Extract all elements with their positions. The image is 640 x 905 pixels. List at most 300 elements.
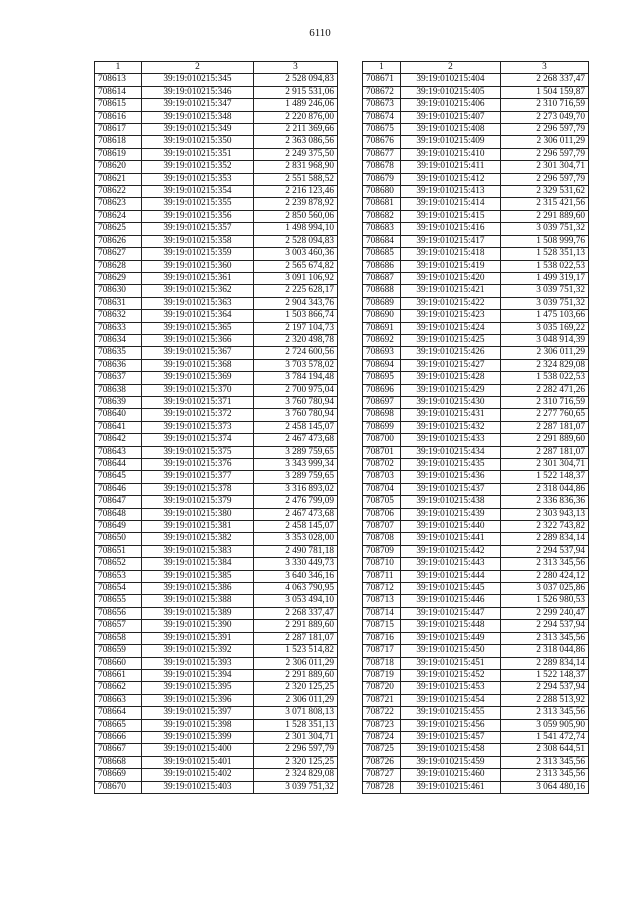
value-cell: 3 039 751,32 [501, 297, 589, 309]
value-cell: 2 313 345,56 [501, 632, 589, 644]
table-header-row [95, 62, 338, 74]
value-cell: 3 091 106,92 [254, 272, 338, 284]
cadastral-number-cell: 39:19:010215:389 [142, 607, 254, 619]
table-row [95, 248, 338, 260]
value-cell: 3 039 751,32 [501, 223, 589, 235]
value-cell: 1 489 246,06 [254, 99, 338, 111]
cadastral-number-cell: 39:19:010215:459 [401, 756, 501, 768]
row-number-cell: 708637 [95, 372, 142, 384]
table-row [95, 645, 338, 657]
value-cell: 3 071 808,13 [254, 707, 338, 719]
value-cell: 2 320 498,78 [254, 334, 338, 346]
cadastral-number-cell: 39:19:010215:460 [401, 769, 501, 781]
row-number-cell: 708628 [95, 260, 142, 272]
value-cell: 1 523 514,82 [254, 645, 338, 657]
value-cell: 2 528 094,83 [254, 74, 338, 86]
row-number-cell: 708678 [363, 161, 401, 173]
row-number-cell: 708630 [95, 285, 142, 297]
cadastral-number-cell: 39:19:010215:398 [142, 719, 254, 731]
value-cell: 3 289 759,65 [254, 471, 338, 483]
value-cell: 2 336 836,36 [501, 496, 589, 508]
cadastral-number-cell: 39:19:010215:406 [401, 99, 501, 111]
cadastral-number-cell: 39:19:010215:444 [401, 570, 501, 582]
row-number-cell: 708662 [95, 682, 142, 694]
row-number-cell: 708680 [363, 186, 401, 198]
value-cell: 2 301 304,71 [501, 459, 589, 471]
row-number-cell: 708711 [363, 570, 401, 582]
value-cell: 2 273 049,70 [501, 111, 589, 123]
row-number-cell: 708633 [95, 322, 142, 334]
cadastral-number-cell: 39:19:010215:377 [142, 471, 254, 483]
table-row [363, 285, 589, 297]
table-row [95, 347, 338, 359]
value-cell: 3 784 194,48 [254, 372, 338, 384]
cadastral-number-cell: 39:19:010215:428 [401, 372, 501, 384]
table-row [95, 421, 338, 433]
table-header-row [363, 62, 589, 74]
table-row [363, 558, 589, 570]
row-number-cell: 708654 [95, 583, 142, 595]
value-cell: 1 528 351,13 [254, 719, 338, 731]
value-cell: 2 287 181,07 [501, 446, 589, 458]
table-row [95, 124, 338, 136]
row-number-cell: 708647 [95, 496, 142, 508]
value-cell: 2 296 597,79 [501, 124, 589, 136]
value-cell: 2 296 597,79 [501, 173, 589, 185]
table-row [363, 521, 589, 533]
row-number-cell: 708641 [95, 421, 142, 433]
cadastral-number-cell: 39:19:010215:392 [142, 645, 254, 657]
cadastral-number-cell: 39:19:010215:445 [401, 583, 501, 595]
row-number-cell: 708629 [95, 272, 142, 284]
table-row [363, 459, 589, 471]
row-number-cell: 708636 [95, 359, 142, 371]
row-number-cell: 708620 [95, 161, 142, 173]
row-number-cell: 708640 [95, 409, 142, 421]
cadastral-number-cell: 39:19:010215:379 [142, 496, 254, 508]
row-number-cell: 708644 [95, 459, 142, 471]
value-cell: 2 915 531,06 [254, 86, 338, 98]
row-number-cell: 708690 [363, 310, 401, 322]
table-row [95, 719, 338, 731]
cadastral-number-cell: 39:19:010215:360 [142, 260, 254, 272]
value-cell: 2 299 240,47 [501, 607, 589, 619]
row-number-cell: 708706 [363, 508, 401, 520]
table-row [95, 632, 338, 644]
value-cell: 3 289 759,65 [254, 446, 338, 458]
cadastral-number-cell: 39:19:010215:441 [401, 533, 501, 545]
cadastral-number-cell: 39:19:010215:442 [401, 545, 501, 557]
value-cell: 3 053 494,10 [254, 595, 338, 607]
value-cell: 3 039 751,32 [501, 285, 589, 297]
value-cell: 2 291 889,60 [501, 210, 589, 222]
cadastral-number-cell: 39:19:010215:431 [401, 409, 501, 421]
table-row [363, 607, 589, 619]
row-number-cell: 708643 [95, 446, 142, 458]
value-cell: 2 313 345,56 [501, 756, 589, 768]
cadastral-number-cell: 39:19:010215:391 [142, 632, 254, 644]
row-number-cell: 708670 [95, 781, 142, 793]
value-cell: 3 330 449,73 [254, 558, 338, 570]
row-number-cell: 708689 [363, 297, 401, 309]
cadastral-number-cell: 39:19:010215:393 [142, 657, 254, 669]
value-cell: 1 475 103,66 [501, 310, 589, 322]
cadastral-number-cell: 39:19:010215:349 [142, 124, 254, 136]
cadastral-number-cell: 39:19:010215:361 [142, 272, 254, 284]
cadastral-number-cell: 39:19:010215:424 [401, 322, 501, 334]
table-row [95, 756, 338, 768]
table-row [95, 707, 338, 719]
row-number-cell: 708724 [363, 731, 401, 743]
cadastral-number-cell: 39:19:010215:397 [142, 707, 254, 719]
value-cell: 2 467 473,68 [254, 508, 338, 520]
table-row [95, 136, 338, 148]
cadastral-number-cell: 39:19:010215:374 [142, 434, 254, 446]
table-row [363, 124, 589, 136]
value-cell: 2 268 337,47 [501, 74, 589, 86]
left-table [94, 61, 338, 794]
page-number: 6110 [309, 27, 331, 39]
table-row [95, 285, 338, 297]
row-number-cell: 708727 [363, 769, 401, 781]
cadastral-number-cell: 39:19:010215:409 [401, 136, 501, 148]
value-cell: 2 458 145,07 [254, 421, 338, 433]
row-number-cell: 708717 [363, 645, 401, 657]
table-row [95, 272, 338, 284]
cadastral-number-cell: 39:19:010215:384 [142, 558, 254, 570]
table-row [363, 446, 589, 458]
cadastral-number-cell: 39:19:010215:369 [142, 372, 254, 384]
value-cell: 2 320 125,25 [254, 682, 338, 694]
table-row [95, 235, 338, 247]
row-number-cell: 708695 [363, 372, 401, 384]
row-number-cell: 708613 [95, 74, 142, 86]
cadastral-number-cell: 39:19:010215:433 [401, 434, 501, 446]
row-number-cell: 708663 [95, 694, 142, 706]
value-cell: 2 280 424,12 [501, 570, 589, 582]
value-cell: 3 316 893,02 [254, 483, 338, 495]
table-row [363, 384, 589, 396]
row-number-cell: 708649 [95, 521, 142, 533]
table-row [363, 173, 589, 185]
table-row [363, 74, 589, 86]
row-number-cell: 708657 [95, 620, 142, 632]
cadastral-number-cell: 39:19:010215:461 [401, 781, 501, 793]
value-cell: 2 310 716,59 [501, 99, 589, 111]
cadastral-number-cell: 39:19:010215:364 [142, 310, 254, 322]
value-cell: 2 306 011,29 [501, 136, 589, 148]
table-row [363, 645, 589, 657]
cadastral-number-cell: 39:19:010215:382 [142, 533, 254, 545]
value-cell: 2 476 799,09 [254, 496, 338, 508]
table-row [363, 657, 589, 669]
row-number-cell: 708652 [95, 558, 142, 570]
row-number-cell: 708632 [95, 310, 142, 322]
cadastral-number-cell: 39:19:010215:450 [401, 645, 501, 657]
cadastral-number-cell: 39:19:010215:381 [142, 521, 254, 533]
cadastral-number-cell: 39:19:010215:429 [401, 384, 501, 396]
row-number-cell: 708674 [363, 111, 401, 123]
row-number-cell: 708687 [363, 272, 401, 284]
cadastral-number-cell: 39:19:010215:446 [401, 595, 501, 607]
cadastral-number-cell: 39:19:010215:355 [142, 198, 254, 210]
row-number-cell: 708658 [95, 632, 142, 644]
table-row [363, 235, 589, 247]
value-cell: 2 313 345,56 [501, 769, 589, 781]
cadastral-number-cell: 39:19:010215:456 [401, 719, 501, 731]
value-cell: 2 904 343,76 [254, 297, 338, 309]
row-number-cell: 708728 [363, 781, 401, 793]
column-header: 3 [501, 62, 589, 74]
cadastral-number-cell: 39:19:010215:411 [401, 161, 501, 173]
row-number-cell: 708661 [95, 669, 142, 681]
value-cell: 2 850 560,06 [254, 210, 338, 222]
row-number-cell: 708699 [363, 421, 401, 433]
row-number-cell: 708627 [95, 248, 142, 260]
row-number-cell: 708697 [363, 396, 401, 408]
cadastral-number-cell: 39:19:010215:368 [142, 359, 254, 371]
table-row [95, 310, 338, 322]
row-number-cell: 708622 [95, 186, 142, 198]
row-number-cell: 708683 [363, 223, 401, 235]
cadastral-number-cell: 39:19:010215:383 [142, 545, 254, 557]
table-row [363, 297, 589, 309]
table-row [363, 310, 589, 322]
cadastral-number-cell: 39:19:010215:422 [401, 297, 501, 309]
table-row [363, 396, 589, 408]
row-number-cell: 708619 [95, 148, 142, 160]
row-number-cell: 708642 [95, 434, 142, 446]
cadastral-number-cell: 39:19:010215:416 [401, 223, 501, 235]
row-number-cell: 708714 [363, 607, 401, 619]
row-number-cell: 708614 [95, 86, 142, 98]
table-row [95, 595, 338, 607]
value-cell: 3 760 780,94 [254, 396, 338, 408]
row-number-cell: 708702 [363, 459, 401, 471]
row-number-cell: 708725 [363, 744, 401, 756]
row-number-cell: 708685 [363, 248, 401, 260]
table-row [363, 223, 589, 235]
value-cell: 3 059 905,90 [501, 719, 589, 731]
cadastral-number-cell: 39:19:010215:439 [401, 508, 501, 520]
table-row [363, 756, 589, 768]
value-cell: 3 035 169,22 [501, 322, 589, 334]
table-row [363, 533, 589, 545]
row-number-cell: 708716 [363, 632, 401, 644]
cadastral-number-cell: 39:19:010215:362 [142, 285, 254, 297]
cadastral-number-cell: 39:19:010215:375 [142, 446, 254, 458]
row-number-cell: 708677 [363, 148, 401, 160]
cadastral-number-cell: 39:19:010215:366 [142, 334, 254, 346]
table-row [95, 74, 338, 86]
cadastral-number-cell: 39:19:010215:425 [401, 334, 501, 346]
cadastral-number-cell: 39:19:010215:426 [401, 347, 501, 359]
value-cell: 1 528 351,13 [501, 248, 589, 260]
value-cell: 2 225 628,17 [254, 285, 338, 297]
value-cell: 2 313 345,56 [501, 558, 589, 570]
cadastral-number-cell: 39:19:010215:415 [401, 210, 501, 222]
table-row [363, 111, 589, 123]
value-cell: 2 211 369,66 [254, 124, 338, 136]
value-cell: 1 541 472,74 [501, 731, 589, 743]
column-header: 1 [363, 62, 401, 74]
row-number-cell: 708638 [95, 384, 142, 396]
cadastral-number-cell: 39:19:010215:458 [401, 744, 501, 756]
cadastral-number-cell: 39:19:010215:350 [142, 136, 254, 148]
row-number-cell: 708651 [95, 545, 142, 557]
cadastral-number-cell: 39:19:010215:385 [142, 570, 254, 582]
value-cell: 1 508 999,76 [501, 235, 589, 247]
table-row [95, 570, 338, 582]
cadastral-number-cell: 39:19:010215:396 [142, 694, 254, 706]
cadastral-number-cell: 39:19:010215:420 [401, 272, 501, 284]
value-cell: 1 526 980,53 [501, 595, 589, 607]
table-row [363, 99, 589, 111]
value-cell: 2 700 975,04 [254, 384, 338, 396]
value-cell: 2 291 889,60 [501, 434, 589, 446]
value-cell: 2 277 760,65 [501, 409, 589, 421]
row-number-cell: 708626 [95, 235, 142, 247]
column-header: 1 [95, 62, 142, 74]
row-number-cell: 708615 [95, 99, 142, 111]
table-row [95, 471, 338, 483]
cadastral-number-cell: 39:19:010215:357 [142, 223, 254, 235]
cadastral-number-cell: 39:19:010215:388 [142, 595, 254, 607]
row-number-cell: 708688 [363, 285, 401, 297]
cadastral-number-cell: 39:19:010215:348 [142, 111, 254, 123]
table-row [363, 583, 589, 595]
cadastral-number-cell: 39:19:010215:347 [142, 99, 254, 111]
row-number-cell: 708616 [95, 111, 142, 123]
row-number-cell: 708692 [363, 334, 401, 346]
cadastral-number-cell: 39:19:010215:386 [142, 583, 254, 595]
value-cell: 3 048 914,39 [501, 334, 589, 346]
cadastral-number-cell: 39:19:010215:405 [401, 86, 501, 98]
table-row [363, 719, 589, 731]
value-cell: 2 294 537,94 [501, 545, 589, 557]
cadastral-number-cell: 39:19:010215:367 [142, 347, 254, 359]
row-number-cell: 708696 [363, 384, 401, 396]
cadastral-number-cell: 39:19:010215:356 [142, 210, 254, 222]
table-row [95, 682, 338, 694]
row-number-cell: 708660 [95, 657, 142, 669]
row-number-cell: 708653 [95, 570, 142, 582]
row-number-cell: 708684 [363, 235, 401, 247]
row-number-cell: 708668 [95, 756, 142, 768]
table-row [363, 86, 589, 98]
row-number-cell: 708618 [95, 136, 142, 148]
row-number-cell: 708694 [363, 359, 401, 371]
cadastral-number-cell: 39:19:010215:345 [142, 74, 254, 86]
table-row [95, 533, 338, 545]
table-row [363, 148, 589, 160]
value-cell: 2 306 011,29 [501, 347, 589, 359]
value-cell: 2 363 086,56 [254, 136, 338, 148]
row-number-cell: 708708 [363, 533, 401, 545]
value-cell: 2 239 878,92 [254, 198, 338, 210]
table-row [363, 731, 589, 743]
cadastral-number-cell: 39:19:010215:436 [401, 471, 501, 483]
table-row [363, 334, 589, 346]
value-cell: 2 197 104,73 [254, 322, 338, 334]
table-row [363, 508, 589, 520]
cadastral-number-cell: 39:19:010215:455 [401, 707, 501, 719]
row-number-cell: 708623 [95, 198, 142, 210]
cadastral-number-cell: 39:19:010215:376 [142, 459, 254, 471]
value-cell: 2 294 537,94 [501, 620, 589, 632]
row-number-cell: 708664 [95, 707, 142, 719]
table-row [363, 260, 589, 272]
value-cell: 1 503 866,74 [254, 310, 338, 322]
table-row [95, 86, 338, 98]
cadastral-number-cell: 39:19:010215:427 [401, 359, 501, 371]
value-cell: 2 320 125,25 [254, 756, 338, 768]
row-number-cell: 708726 [363, 756, 401, 768]
table-row [363, 372, 589, 384]
value-cell: 2 289 834,14 [501, 657, 589, 669]
cadastral-number-cell: 39:19:010215:438 [401, 496, 501, 508]
table-row [95, 161, 338, 173]
value-cell: 2 313 345,56 [501, 707, 589, 719]
table-row [363, 744, 589, 756]
value-cell: 3 037 025,86 [501, 583, 589, 595]
table-row [95, 409, 338, 421]
table-row [363, 471, 589, 483]
table-row [363, 347, 589, 359]
value-cell: 1 538 022,53 [501, 372, 589, 384]
row-number-cell: 708709 [363, 545, 401, 557]
table-row [95, 545, 338, 557]
table-row [363, 198, 589, 210]
table-row [95, 508, 338, 520]
cadastral-number-cell: 39:19:010215:402 [142, 769, 254, 781]
value-cell: 2 303 943,13 [501, 508, 589, 520]
value-cell: 2 268 337,47 [254, 607, 338, 619]
cadastral-number-cell: 39:19:010215:407 [401, 111, 501, 123]
cadastral-number-cell: 39:19:010215:395 [142, 682, 254, 694]
table-row [95, 223, 338, 235]
table-row [95, 111, 338, 123]
cadastral-number-cell: 39:19:010215:372 [142, 409, 254, 421]
cadastral-number-cell: 39:19:010215:353 [142, 173, 254, 185]
table-row [363, 496, 589, 508]
cadastral-number-cell: 39:19:010215:452 [401, 669, 501, 681]
row-number-cell: 708719 [363, 669, 401, 681]
row-number-cell: 708705 [363, 496, 401, 508]
cadastral-number-cell: 39:19:010215:417 [401, 235, 501, 247]
table-row [363, 161, 589, 173]
row-number-cell: 708669 [95, 769, 142, 781]
row-number-cell: 708648 [95, 508, 142, 520]
table-row [95, 260, 338, 272]
value-cell: 2 528 094,83 [254, 235, 338, 247]
value-cell: 4 063 790,95 [254, 583, 338, 595]
cadastral-number-cell: 39:19:010215:408 [401, 124, 501, 136]
table-row [95, 359, 338, 371]
value-cell: 2 282 471,26 [501, 384, 589, 396]
row-number-cell: 708703 [363, 471, 401, 483]
value-cell: 2 315 421,56 [501, 198, 589, 210]
table-row [363, 669, 589, 681]
table-row [363, 322, 589, 334]
row-number-cell: 708646 [95, 483, 142, 495]
table-row [95, 558, 338, 570]
value-cell: 3 039 751,32 [254, 781, 338, 793]
value-cell: 3 353 028,00 [254, 533, 338, 545]
table-row [95, 148, 338, 160]
table-row [95, 781, 338, 793]
table-row [95, 173, 338, 185]
